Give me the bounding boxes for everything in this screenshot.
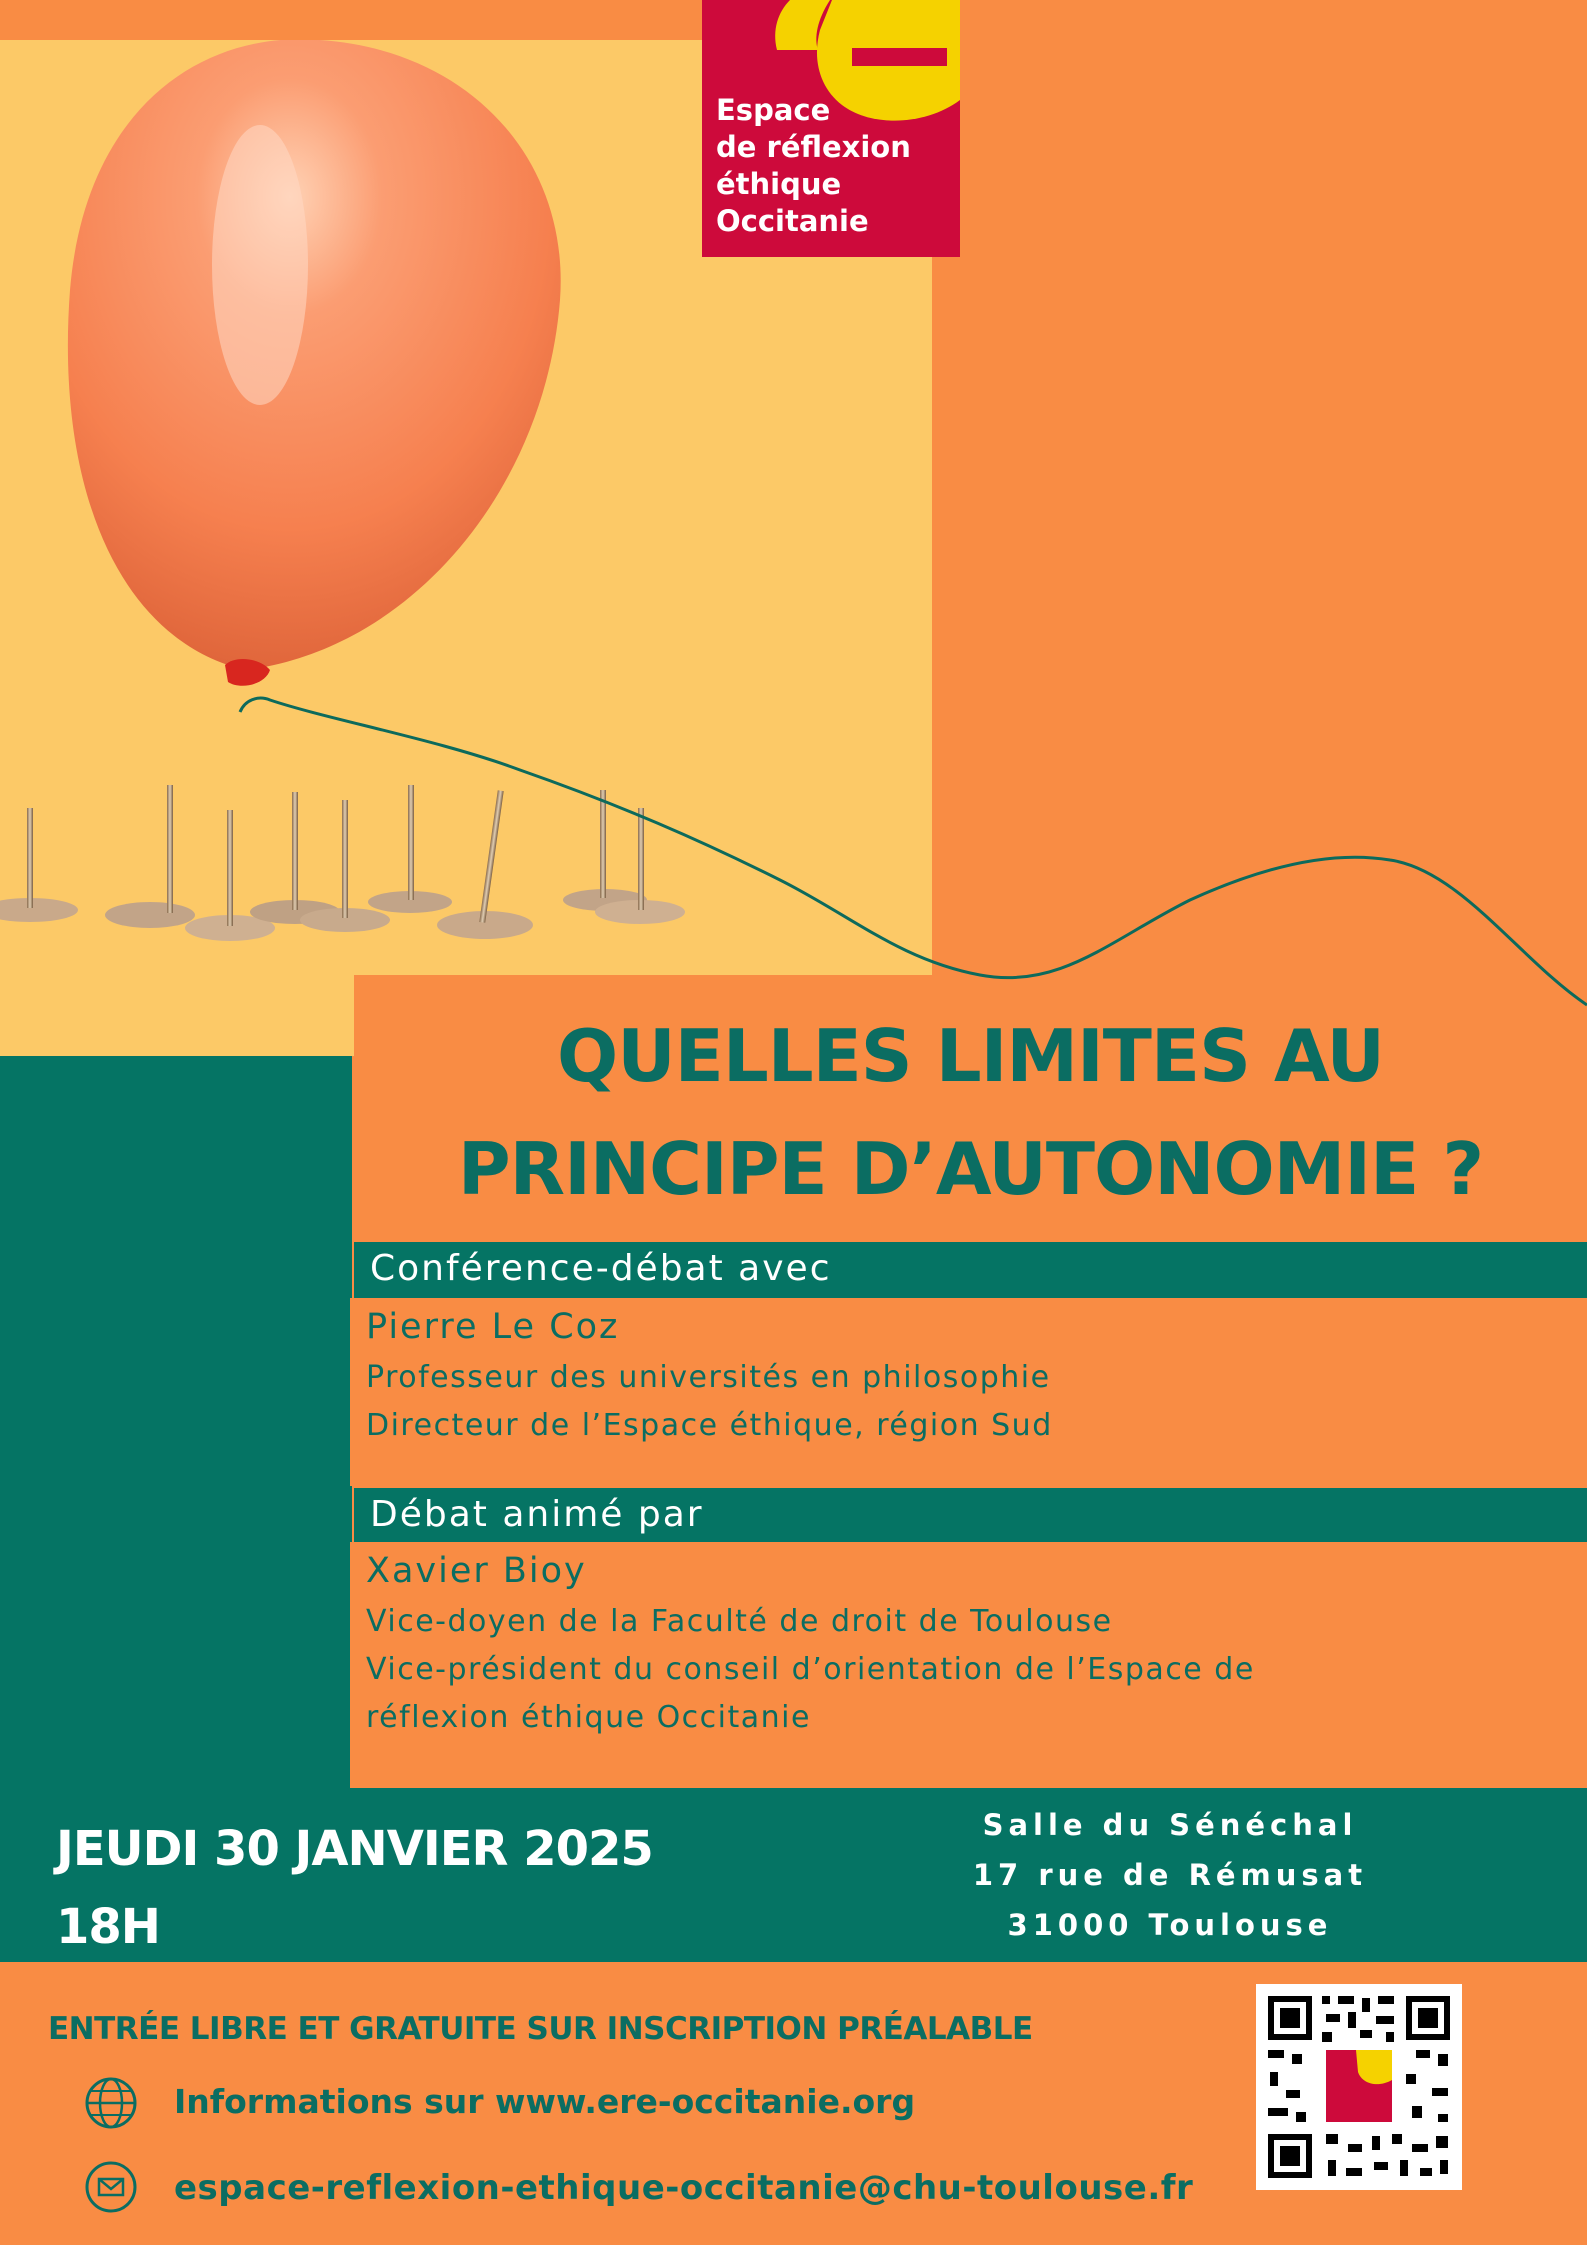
qr-code[interactable] (1256, 1984, 1462, 2190)
email-link[interactable]: espace-reflexion-ethique-occitanie@chu-toulouse.fr (174, 2168, 1194, 2208)
speaker-name: Pierre Le Coz (366, 1307, 620, 1347)
logo-line: Espace (716, 93, 831, 127)
moderator-role: Vice-doyen de la Faculté de droit de Toulouse (366, 1604, 1113, 1639)
venue-line: 17 rue de Rémusat (972, 1858, 1368, 1892)
venue-line: 31000 Toulouse (1007, 1908, 1333, 1942)
title-line-2: PRINCIPE D’AUTONOMIE ? (457, 1127, 1484, 1211)
moderator-name: Xavier Bioy (366, 1551, 587, 1591)
info-link[interactable]: Informations sur www.ere-occitanie.org (174, 2082, 916, 2121)
logo-line: Occitanie (716, 204, 869, 238)
page-title (354, 1000, 1587, 1226)
globe-icon (84, 2076, 138, 2130)
debate-moderator (350, 1542, 1587, 1788)
green-band-left (0, 1056, 352, 1788)
qr-code-icon (1256, 1984, 1462, 2190)
event-date (56, 1810, 653, 1966)
speaker-role: Professeur des universités en philosophie (366, 1360, 1051, 1395)
conference-speaker (350, 1298, 1587, 1486)
mail-icon (84, 2160, 138, 2214)
title-line-1: QUELLES LIMITES AU (556, 1014, 1384, 1098)
logo-line: éthique (716, 167, 842, 201)
logo-line: de réflexion (716, 130, 911, 164)
balloon-string (0, 0, 1587, 1060)
speaker-role: Directeur de l’Espace éthique, région Sud (366, 1408, 1053, 1443)
event-time: 18H (56, 1899, 160, 1955)
entry-notice: ENTRÉE LIBRE ET GRATUITE SUR INSCRIPTION PRÉALABLE (48, 2011, 1033, 2047)
moderator-role: Vice-président du conseil d’orientation de l’Espace de (366, 1652, 1255, 1687)
event-day: JEUDI 30 JANVIER 2025 (56, 1821, 653, 1877)
moderator-role: réflexion éthique Occitanie (366, 1700, 811, 1735)
venue-line: Salle du Sénéchal (982, 1808, 1358, 1842)
debate-header: Débat animé par (354, 1488, 1587, 1542)
event-venue (930, 1800, 1410, 1950)
conference-header: Conférence-débat avec (354, 1242, 1587, 1298)
